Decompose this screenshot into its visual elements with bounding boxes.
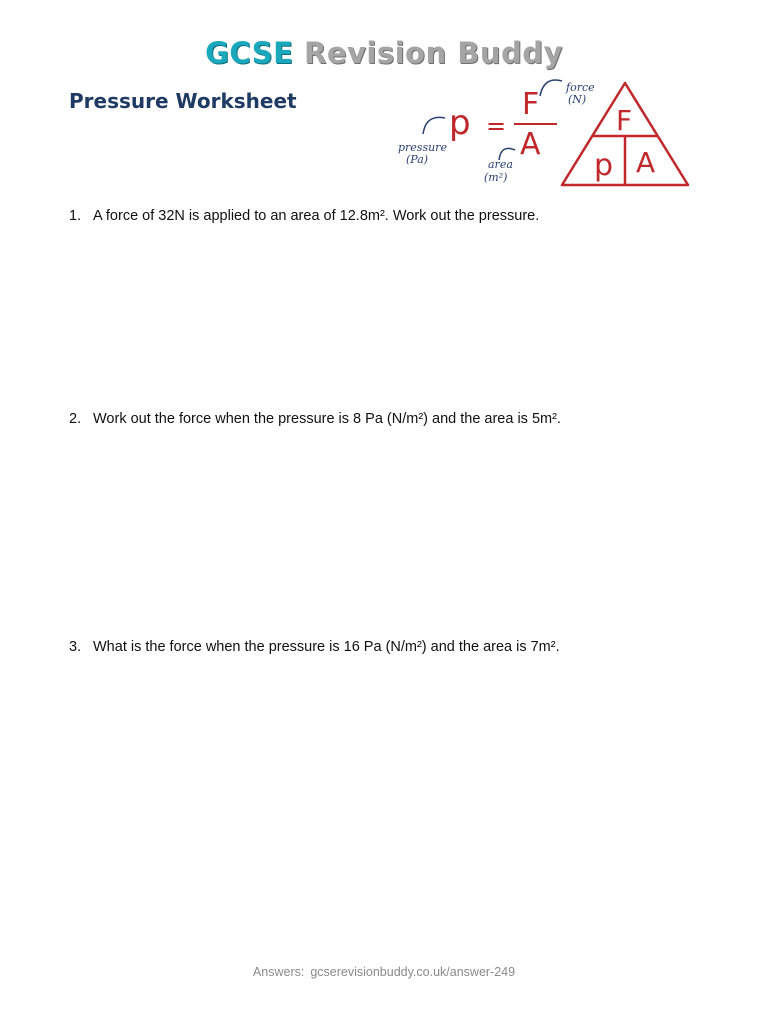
pressure-pointer (423, 117, 445, 134)
pressure-unit: (Pa) (406, 153, 429, 166)
brand-logo (0, 33, 768, 73)
force-label: force (566, 81, 595, 94)
formula-equals: = (486, 112, 507, 140)
question-number: 2. (69, 411, 82, 427)
answers-label: Answers: (252, 965, 305, 979)
question-number: 1. (69, 208, 82, 224)
page-title: Pressure Worksheet (69, 89, 297, 113)
triangle-a: A (636, 146, 656, 179)
logo-gcse: GCSE (205, 36, 294, 70)
formula-p: p (449, 103, 471, 143)
pressure-formula-graphic (390, 70, 700, 195)
question-2 (69, 409, 561, 429)
triangle-p: p (594, 148, 614, 183)
question-text: What is the force when the pressure is 16 Pa (N/m²) and the area is 7m². (93, 639, 560, 655)
answers-footer (0, 963, 768, 981)
force-pointer (540, 80, 562, 96)
question-text: Work out the force when the pressure is 8 Pa (N/m²) and the area is 5m². (93, 411, 561, 427)
question-3 (69, 637, 560, 657)
answers-link[interactable]: gcserevisionbuddy.co.uk/answer-249 (310, 965, 516, 979)
question-text: A force of 32N is applied to an area of 12.8m². Work out the pressure. (93, 208, 540, 224)
question-number: 3. (69, 639, 82, 655)
area-unit: (m²) (484, 171, 508, 184)
pressure-label: pressure (398, 141, 447, 154)
question-1 (69, 206, 539, 226)
formula-svg (390, 70, 700, 195)
formula-f: F (522, 87, 540, 122)
logo-revision-buddy: Revision Buddy (304, 36, 563, 70)
formula-a: A (520, 127, 541, 162)
area-label: area (488, 158, 513, 171)
force-unit: (N) (568, 93, 587, 106)
triangle-f: F (616, 104, 633, 137)
